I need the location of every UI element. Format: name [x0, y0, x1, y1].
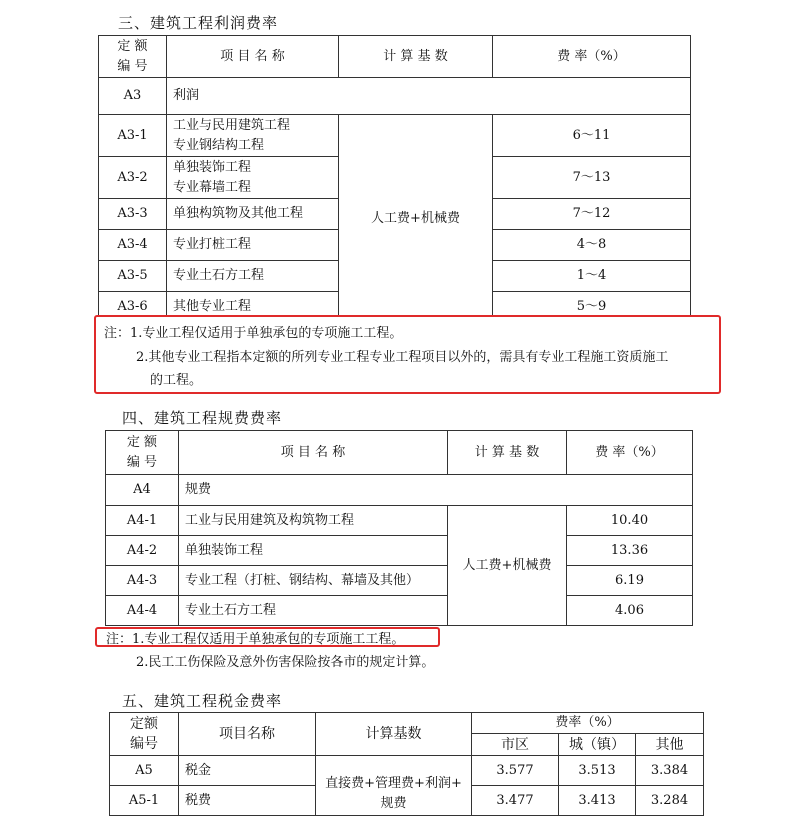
basis-cell: 人工费+机械费 — [339, 115, 493, 323]
header-basis: 计 算 基 数 — [448, 431, 567, 475]
row-name: 税金 — [179, 756, 316, 786]
group-row — [106, 475, 693, 506]
tax-rate-table — [109, 712, 704, 816]
header-rate: 费率（%） — [472, 713, 704, 734]
row-code: A3-4 — [99, 230, 167, 261]
row-name: 单独构筑物及其他工程 — [167, 199, 339, 230]
row-city: 3.477 — [472, 786, 559, 816]
row-code: A4-4 — [106, 596, 179, 626]
row-name: 单独装饰工程 专业幕墙工程 — [167, 157, 339, 199]
header-rate: 费 率（%） — [567, 431, 693, 475]
profit-rate-table — [98, 35, 691, 323]
row-town: 3.413 — [559, 786, 636, 816]
header-code: 定额 编号 — [110, 713, 179, 756]
row-code: A4-1 — [106, 506, 179, 536]
section3-heading: 三、建筑工程利润费率 — [118, 14, 279, 32]
row-rate: 4.06 — [567, 596, 693, 626]
row-rate: 1～4 — [493, 261, 691, 292]
row-code: A3-5 — [99, 261, 167, 292]
table-header-row — [99, 36, 691, 78]
row-name: 规费 — [179, 475, 693, 506]
row-name: 专业土石方工程 — [167, 261, 339, 292]
header-city: 市区 — [472, 734, 559, 756]
row-name: 单独装饰工程 — [179, 536, 448, 566]
note-line: 的工程。 — [150, 373, 203, 388]
row-rate: 7～13 — [493, 157, 691, 199]
row-name: 工业与民用建筑及构筑物工程 — [179, 506, 448, 536]
row-rate: 4～8 — [493, 230, 691, 261]
row-name: 其他专业工程 — [167, 292, 339, 323]
row-code: A3-6 — [99, 292, 167, 323]
header-code: 定 额 编 号 — [106, 431, 179, 475]
row-code: A5 — [110, 756, 179, 786]
fees-rate-table — [105, 430, 693, 626]
row-code: A4-3 — [106, 566, 179, 596]
header-basis: 计 算 基 数 — [339, 36, 493, 78]
table-row — [106, 566, 693, 596]
table-row — [99, 115, 691, 157]
group-row — [99, 78, 691, 115]
row-name: 利润 — [167, 78, 691, 115]
table-row — [110, 756, 704, 786]
row-name: 专业打桩工程 — [167, 230, 339, 261]
row-rate: 6～11 — [493, 115, 691, 157]
basis-cell: 人工费+机械费 — [448, 506, 567, 626]
row-town: 3.513 — [559, 756, 636, 786]
row-code: A4-2 — [106, 536, 179, 566]
table-row — [106, 506, 693, 536]
row-name: 工业与民用建筑工程 专业钢结构工程 — [167, 115, 339, 157]
row-rate: 10.40 — [567, 506, 693, 536]
header-rate: 费 率（%） — [493, 36, 691, 78]
basis-cell: 直接费+管理费+利润+ 规费 — [316, 756, 472, 816]
section4-heading: 四、建筑工程规费费率 — [122, 409, 283, 427]
note-line: 2.其他专业工程指本定额的所列专业工程专业工程项目以外的，需具有专业工程施工资质施工 — [136, 350, 669, 365]
header-other: 其他 — [636, 734, 704, 756]
row-rate: 13.36 — [567, 536, 693, 566]
note-line: 注：1.专业工程仅适用于单独承包的专项施工工程。 — [104, 326, 403, 341]
header-basis: 计算基数 — [316, 713, 472, 756]
table-header-row — [110, 713, 704, 734]
row-code: A5-1 — [110, 786, 179, 816]
row-city: 3.577 — [472, 756, 559, 786]
row-rate: 7～12 — [493, 199, 691, 230]
row-code: A4 — [106, 475, 179, 506]
row-rate: 5～9 — [493, 292, 691, 323]
note-line: 注：1.专业工程仅适用于单独承包的专项施工工程。 — [106, 632, 405, 647]
row-code: A3-2 — [99, 157, 167, 199]
row-name: 专业土石方工程 — [179, 596, 448, 626]
header-name: 项 目 名 称 — [179, 431, 448, 475]
row-other: 3.284 — [636, 786, 704, 816]
header-name: 项 目 名 称 — [167, 36, 339, 78]
header-town: 城（镇） — [559, 734, 636, 756]
note-line: 2.民工工伤保险及意外伤害保险按各市的规定计算。 — [136, 655, 435, 670]
table-row — [106, 536, 693, 566]
row-rate: 6.19 — [567, 566, 693, 596]
table-header-row — [106, 431, 693, 475]
section5-heading: 五、建筑工程税金费率 — [122, 692, 283, 710]
header-name: 项目名称 — [179, 713, 316, 756]
row-name: 税费 — [179, 786, 316, 816]
row-code: A3 — [99, 78, 167, 115]
table-row — [106, 596, 693, 626]
row-code: A3-1 — [99, 115, 167, 157]
row-code: A3-3 — [99, 199, 167, 230]
row-name: 专业工程（打桩、钢结构、幕墙及其他） — [179, 566, 448, 596]
row-other: 3.384 — [636, 756, 704, 786]
header-code: 定 额 编 号 — [99, 36, 167, 78]
